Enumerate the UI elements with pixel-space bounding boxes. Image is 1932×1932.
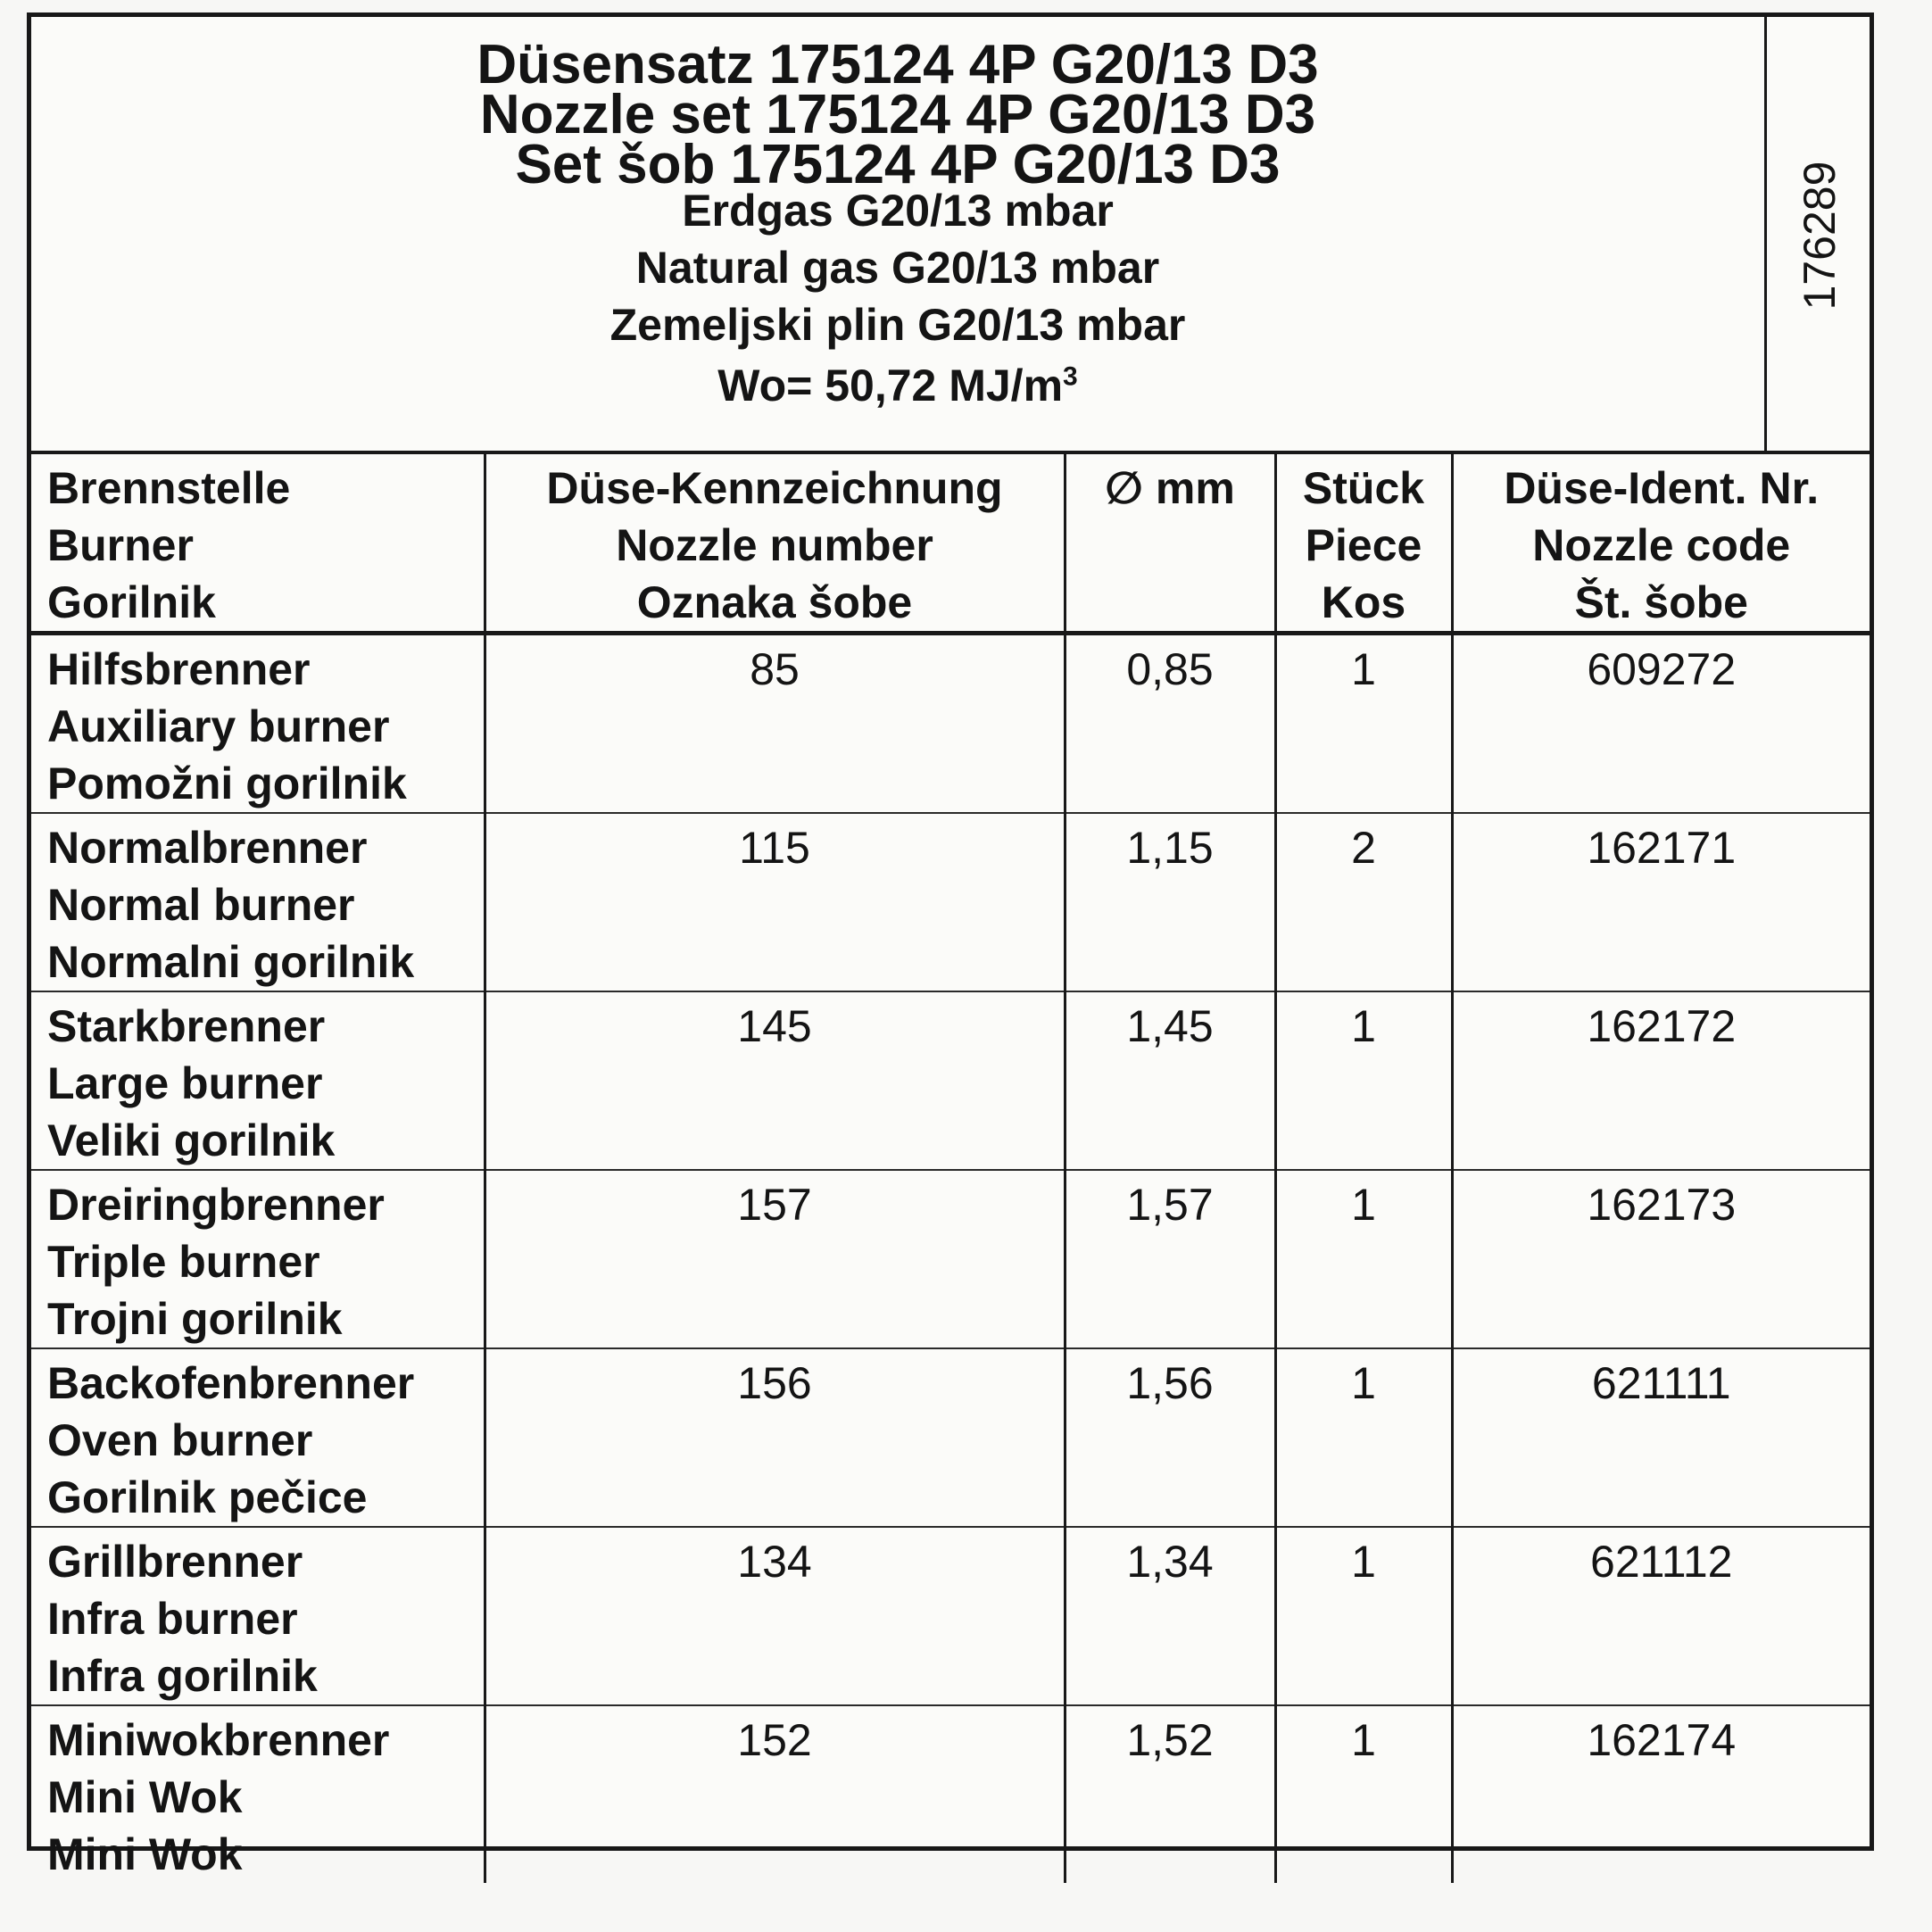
diameter-cell: 1,56 [1065,1348,1275,1527]
pieces-cell: 1 [1275,634,1452,814]
burner-name-sl: Mini Wok [47,1829,243,1879]
nozzle-code-cell: 609272 [1452,634,1870,814]
column-header-line: Nozzle number [616,520,933,570]
nozzle-number-cell: 156 [485,1348,1065,1527]
burner-name-en: Auxiliary burner [47,701,390,751]
burner-name-de: Normalbrenner [47,823,368,873]
pieces-cell: 1 [1275,1527,1452,1705]
burner-cell [31,634,485,814]
burner-name-sl: Infra gorilnik [47,1651,318,1701]
table-row [31,634,1870,814]
column-header-line: Burner [47,520,194,570]
gas-line-slovenian: Zemeljski plin G20/13 mbar [609,300,1186,350]
table-row [31,1705,1870,1883]
diameter-cell: 1,45 [1065,991,1275,1170]
pieces-cell: 1 [1275,991,1452,1170]
burner-name-en: Normal burner [47,880,355,930]
nozzle-code-cell: 621111 [1452,1348,1870,1527]
pieces-cell: 1 [1275,1348,1452,1527]
diameter-cell: 1,34 [1065,1527,1275,1705]
burner-name-en: Infra burner [47,1594,298,1644]
nozzle-number-cell: 115 [485,813,1065,991]
column-header-line: Stück [1302,463,1425,513]
nozzle-table [31,454,1870,1883]
burner-name-sl: Normalni gorilnik [47,937,415,987]
table-header-row [31,454,1870,634]
nozzle-number-cell: 134 [485,1527,1065,1705]
burner-name-sl: Gorilnik pečice [47,1472,368,1522]
wobbe-index-value: Wo= 50,72 MJ/m [717,361,1064,410]
diameter-cell: 1,52 [1065,1705,1275,1883]
side-code: 176289 [1795,161,1845,311]
column-header-nozzle-number [485,454,1065,634]
table-row [31,991,1870,1170]
nozzle-code-cell: 162173 [1452,1170,1870,1348]
column-header-line: Gorilnik [47,577,216,627]
nozzle-table-area [31,454,1870,1883]
nozzle-code-cell: 162172 [1452,991,1870,1170]
nozzle-number-cell: 152 [485,1705,1065,1883]
burner-cell [31,813,485,991]
header-block [31,17,1870,454]
column-header-line: Nozzle code [1532,520,1791,570]
gas-line-german: Erdgas G20/13 mbar [682,186,1114,236]
table-row [31,813,1870,991]
column-header-line: Oznaka šobe [636,577,913,627]
pieces-cell: 2 [1275,813,1452,991]
column-header-line: Št. šobe [1574,577,1748,627]
header-side-cell [1764,17,1870,451]
burner-name-de: Grillbrenner [47,1537,303,1587]
burner-cell [31,991,485,1170]
burner-name-de: Backofenbrenner [47,1358,415,1408]
burner-cell [31,1527,485,1705]
nozzle-code-cell: 162174 [1452,1705,1870,1883]
column-header-diameter [1065,454,1275,634]
diameter-cell: 1,15 [1065,813,1275,991]
nozzle-set-sheet [27,12,1874,1879]
burner-name-en: Triple burner [47,1237,320,1287]
column-header-line: Brennstelle [47,463,291,513]
table-row [31,1348,1870,1527]
table-row [31,1527,1870,1705]
header-titles [31,17,1764,451]
diameter-cell: 0,85 [1065,634,1275,814]
burner-cell [31,1705,485,1883]
column-header-line: Düse-Kennzeichnung [546,463,1003,513]
diameter-cell: 1,57 [1065,1170,1275,1348]
column-header-burner [31,454,485,634]
wobbe-index [31,358,1764,413]
gas-line-english: Natural gas G20/13 mbar [635,243,1160,293]
column-header-line: Piece [1305,520,1422,570]
nozzle-number-cell: 85 [485,634,1065,814]
nozzle-number-cell: 145 [485,991,1065,1170]
column-header-nozzle-code [1452,454,1870,634]
burner-name-en: Mini Wok [47,1772,243,1822]
burner-name-de: Dreiringbrenner [47,1180,385,1230]
burner-cell [31,1170,485,1348]
burner-name-en: Large burner [47,1058,323,1108]
burner-name-sl: Trojni gorilnik [47,1294,343,1344]
title-german: Düsensatz 175124 4P G20/13 D3 [477,34,1319,95]
pieces-cell: 1 [1275,1705,1452,1883]
burner-name-sl: Veliki gorilnik [47,1115,336,1165]
column-header-line: Kos [1321,577,1406,627]
burner-cell [31,1348,485,1527]
title-english: Nozzle set 175124 4P G20/13 D3 [479,84,1316,145]
column-header-line: ∅ mm [1105,463,1235,513]
column-header-pieces [1275,454,1452,634]
burner-name-en: Oven burner [47,1415,313,1465]
burner-name-de: Hilfsbrenner [47,644,311,694]
nozzle-code-cell: 162171 [1452,813,1870,991]
burner-name-sl: Pomožni gorilnik [47,759,407,808]
wobbe-index-exponent: 3 [1063,361,1078,392]
pieces-cell: 1 [1275,1170,1452,1348]
column-header-line: Düse-Ident. Nr. [1504,463,1820,513]
burner-name-de: Miniwokbrenner [47,1715,390,1765]
burner-name-de: Starkbrenner [47,1001,326,1051]
nozzle-number-cell: 157 [485,1170,1065,1348]
table-row [31,1170,1870,1348]
nozzle-code-cell: 621112 [1452,1527,1870,1705]
title-slovenian: Set šob 175124 4P G20/13 D3 [515,134,1281,195]
